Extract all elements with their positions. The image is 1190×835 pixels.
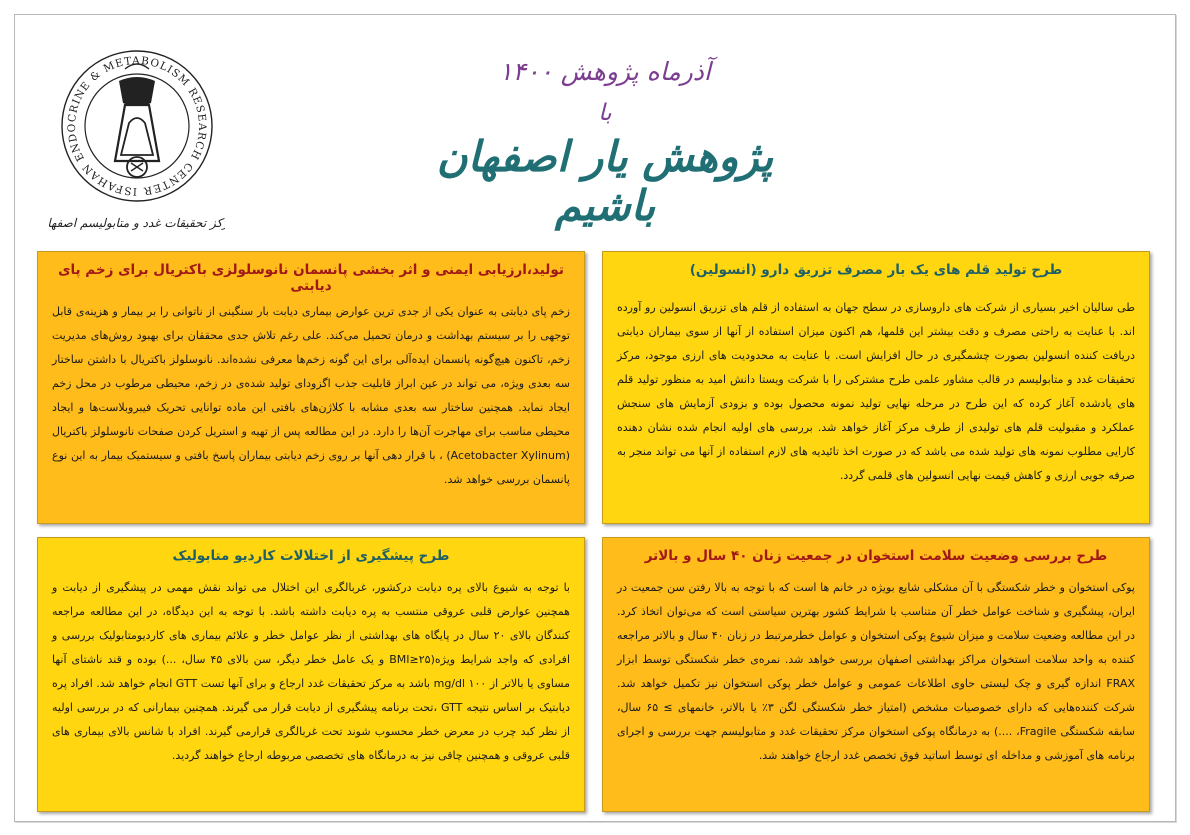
logo-persian-text: کز تحقیقات غدد و متابولیسم اصفه	[51, 216, 223, 230]
section-title: طرح تولید قلم های یک بار مصرف تزریق دارو (انسولین)	[689, 262, 1063, 278]
section-title: طرح پیشگیری از اختلالات کاردیو متابولیک	[172, 548, 450, 564]
section-body: طی سالیان اخیر بسیاری از شرکت های داروسازی در سطح جهان به استفاده از قلم های تزریق انسولین رو آورده اند. با عنایت به راحتی مصرف و دقت بیشتر این قلمها، هم اکنون میزان استفاده از آنها از سوی بیماران دیابتی دریافت کننده انسولین بصورت چشمگیری در حال افزایش است. با عنایت به محدودیت های ارزی موجود، مرکز تحقیقات غدد و متابولیسم در قالب مشاور علمی طرح مشترکی را با شرکت ویستا دانش امید به منظور تولید قلم های یادشده آغاز کرده که این طرح در مرحله نهایی تولید نمونه محصول بوده و بزودی آزمایش های سنجش عملکرد و مقبولیت قلم های تولیدی از طرف مرکز آغاز خواهد شد. بررسی های اولیه انجام شده نشان دهنده کارایی مطلوب نمونه های تولید شده می باشد که در صورت اخذ تائیدیه های لازم استفاده از آنها می تواند منجر به صرفه جویی ارزی و کاهش قیمت نهایی انسولین های قلمی گردد.	[617, 301, 1135, 482]
section-title: طرح بررسی وضعیت سلامت استخوان در جمعیت زنان ۴۰ سال و بالاتر	[644, 548, 1108, 564]
research-center-logo	[49, 43, 225, 233]
page-title: پژوهش یار اصفهان باشیم	[436, 132, 774, 230]
section-wound-dressing	[37, 251, 585, 524]
section-insulin-pen	[602, 251, 1150, 524]
logo-ring-text: ISFAHAN ENDOCRINE & METABOLISM RESEARCH CENTER	[65, 54, 209, 198]
header-line-2: با	[598, 100, 612, 126]
section-bone-health	[602, 537, 1150, 812]
section-body: زخم پای دیابتی به عنوان یکی از جدی ترین عوارض بیماری دیابت بار سنگینی از ناتوانی را بر بیمار و هزینه‌ی قابل توجهی را بر سیستم بهداشت و درمان تحمیل می‌کند. علی رغم تلاش جدی محققان برای بهبود روش‌های مدیریت زخم، تاکنون هیچ‌گونه پانسمان ایده‌آلی برای این گونه زخم‌ها معرفی نشده‌اند. نانوسلولز باکتریال با داشتن ساختار سه بعدی ویژه، می تواند در عین ابراز قابلیت جذب اگزودای تولید شده‌ی در زخم، محیطی مرطوب در محل زخم ایجاد نماید. همچنین ساختار سه بعدی مشابه با کلاژن‌های بافتی این ماده توانایی تحریک فیبروبلاست‌ها و ایجاد محیطی مناسب برای مهاجرت آن‌ها را دارد. در این مطالعه پس از تهیه و استریل کردن صفحات نانوسلولز باکتریال (Acetobacter Xylinum) ، با قرار دهی آنها بر روی زخم دیابتی بیماران پاسخ بافتی و سیستمیک بیمار به این نوع پانسمان بررسی خواهد شد.	[52, 305, 570, 486]
section-body: با توجه به شیوع بالای پره دیابت درکشور، غربالگری این اختلال می تواند نقش مهمی در پیشگیری از دیابت و همچنین عوارض قلبی عروقی منتسب به پره دیابت داشته باشد. با توجه به این دیدگاه، در این مطالعه مراجعه کنندگان بالای ۲۰ سال در پایگاه های بهداشتی از نظر عوامل خطر و علائم بیماری های کاردیومتابولیک بررسی و افرادی که واجد شرایط ویژه(BMI≥۲۵ و یک عامل خطر دیگر، سن بالای ۴۵ سال، ...) بوده و قند ناشتای آنها مساوی یا بالاتر از ۱۰۰ mg/dl باشد به مرکز تحقیقات غدد ارجاع و برای آنها تست GTT انجام خواهد شد. افراد پره دیابتیک بر اساس نتیجه GTT ،تحت برنامه پیشگیری از دیابت قرار می گیرند. همچنین بیمارانی که در بررسی اولیه از نظر کبد چرب در معرض خطر محسوب شوند تحت غربالگری قرارمی گیرند. افراد با شانس بالای بیماری های قلبی عروقی و همچنین چاقی نیز به درمانگاه های تخصصی مربوطه ارجاع خواهند گردید.	[52, 581, 571, 762]
section-cardiometabolic	[37, 537, 585, 812]
section-title: تولید،ارزیابی ایمنی و اثر بخشی پانسمان نانوسلولزی باکتریال برای زخم پای دیابتی	[58, 262, 564, 294]
header-line-1: آذرماه پژوهش ۱۴۰۰	[499, 57, 711, 86]
header	[395, 55, 815, 230]
section-body: پوکی استخوان و خطر شکستگی با آن مشکلی شایع بویژه در خانم ها است که با توجه به بالا رفتن سن جمعیت در ایران، پیشگیری و شناخت عوامل خطر آن متناسب با شرایط کشور بهترین سیاستی است که می‌توان اتخاذ کرد. در این مطالعه وضعیت سلامت و میزان شیوع پوکی استخوان و عوامل خطرمرتبط در زنان ۴۰ سال و بالاتر مراجعه کننده به واحد سلامت استخوان مراکز بهداشتی اصفهان بررسی خواهد شد. نمره‌ی خطر شکستگی توسط ابزار FRAX اندازه گیری و چک لیستی حاوی اطلاعات عمومی و عوامل خطر پوکی استخوان نیز تکمیل خواهد شد. شرکت کننده‌هایی که دارای خصوصیات مشخص (امتیاز خطر شکستگی لگن ۳٪ یا بالاتر، خانمهای ≥ ۶۵ سال، سابقه شکستگی Fragile، ....) به درمانگاه پوکی استخوان مرکز تحقیقات غدد و متابولیسم جهت بررسی و اجرای برنامه های آموزشی و مداخله ای توسط اساتید فوق تخصص غدد ارجاع خواهند شد.	[617, 581, 1135, 762]
